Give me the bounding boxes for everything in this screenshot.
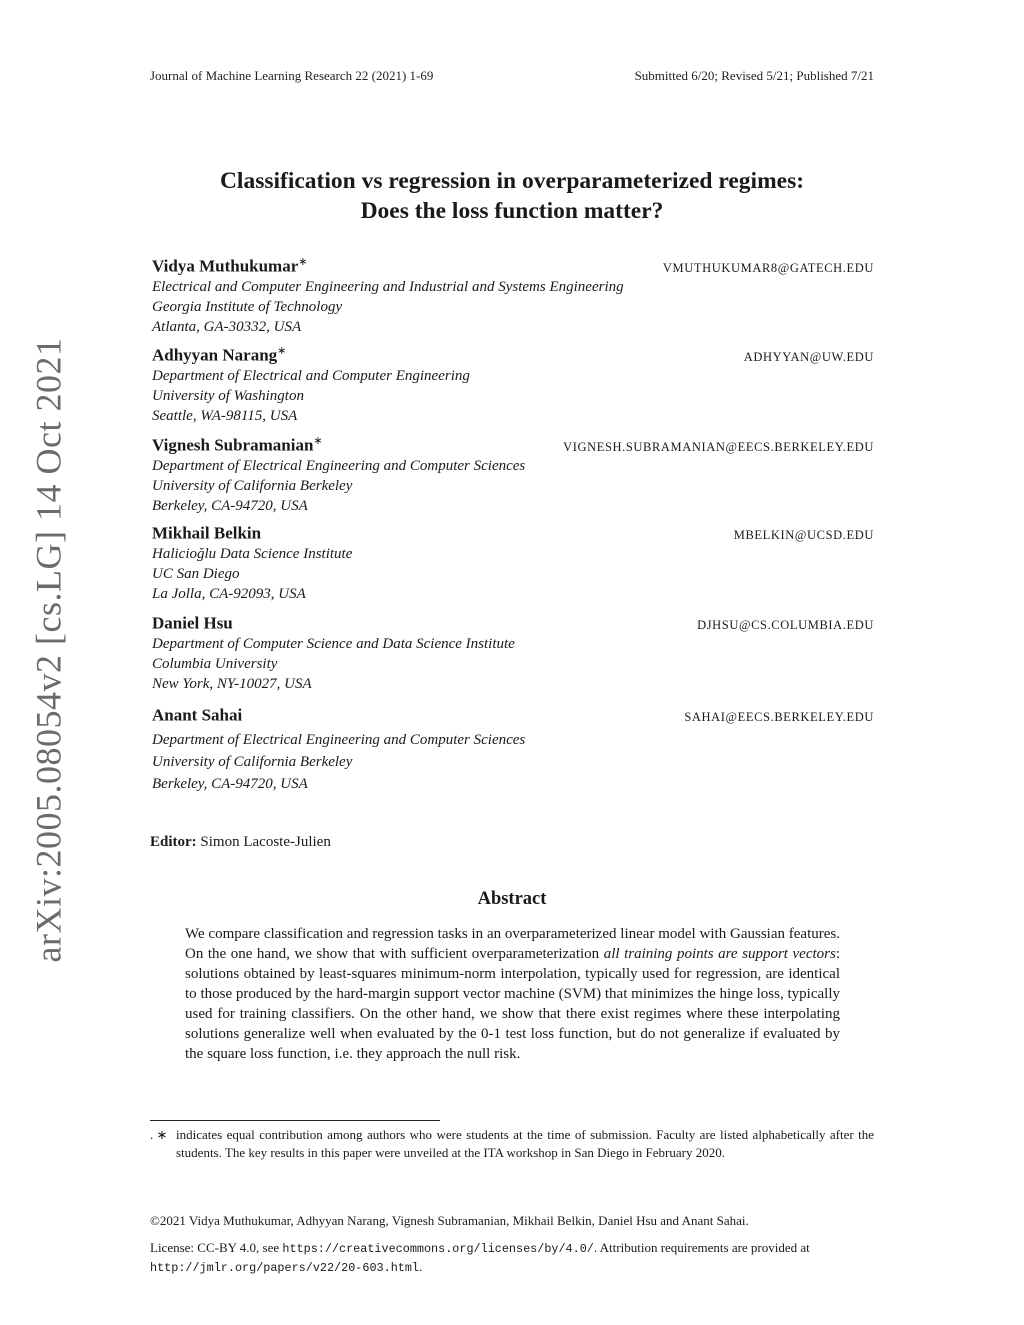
abstract-heading: Abstract — [477, 889, 547, 909]
affiliation-line: New York, NY-10027, USA — [152, 675, 312, 692]
author-name: Daniel Hsu — [152, 613, 233, 633]
affiliation-line: Electrical and Computer Engineering and Industrial and Systems Engineering — [152, 278, 624, 295]
footnote-mark: . ∗ — [150, 1127, 168, 1142]
editor-label: Editor: — [150, 834, 197, 850]
footnote-text: indicates equal contribution among authors who were students at the time of submission. Faculty are listed alphabetically after the students. The key results in this paper were unveiled at the ITA workshop in San Diego in February 2020. — [176, 1127, 874, 1160]
affiliation-line: Department of Electrical and Computer Engineering — [152, 367, 470, 384]
author-block — [152, 523, 874, 604]
affiliation-line: Columbia University — [152, 655, 278, 672]
editor-name: Simon Lacoste-Julien — [200, 834, 331, 850]
paper-title — [140, 166, 884, 226]
jmlr-link[interactable]: http://jmlr.org/papers/v22/20-603.html — [150, 1261, 420, 1275]
author-name: Anant Sahai — [152, 705, 243, 725]
footnote — [150, 1126, 874, 1162]
affiliation-line: Halicioğlu Data Science Institute — [152, 545, 353, 562]
author-block — [152, 255, 874, 337]
license-link[interactable]: https://creativecommons.org/licenses/by/4.0/ — [282, 1242, 594, 1256]
affiliation-line: Department of Computer Science and Data Science Institute — [152, 635, 515, 652]
editor-line — [150, 834, 331, 851]
journal-citation: Journal of Machine Learning Research 22 (2021) 1-69 — [150, 68, 434, 83]
affiliation-line: Department of Electrical Engineering and Computer Sciences — [152, 731, 526, 748]
affiliation-line: University of Washington — [152, 387, 304, 404]
author-block — [152, 344, 874, 426]
license-notice: License: CC-BY 4.0, see https://creativecommons.org/licenses/by/4.0/. Attribution requirements are provided at http://jmlr.org/papers/v22/20-603.html. — [150, 1240, 810, 1275]
author-email[interactable]: SAHAI@EECS.BERKELEY.EDU — [684, 709, 874, 724]
affiliation-line: University of California Berkeley — [152, 477, 353, 494]
arxiv-stamp-text: arXiv:2005.08054v2 [cs.LG] 14 Oct 2021 — [28, 337, 68, 963]
abstract-emphasis: all training points are support vectors — [603, 946, 836, 962]
author-email[interactable]: VIGNESH.SUBRAMANIAN@EECS.BERKELEY.EDU — [563, 439, 874, 454]
copyright-line: ©2021 Vidya Muthukumar, Adhyyan Narang, Vignesh Subramanian, Mikhail Belkin, Daniel Hsu and Anant Sahai. — [150, 1213, 749, 1228]
footnote-divider — [150, 1120, 440, 1121]
affiliation-line: University of California Berkeley — [152, 753, 353, 770]
author-name: Vidya Muthukumar∗ — [152, 256, 308, 276]
abstract-body: We compare classification and regression tasks in an overparameterized linear model with Gaussian features. On the one hand, we show that with sufficient overparameterization all training points are support vectors: solutions obtained by least-squares minimum-norm interpolation, typically used for regression, are identical to those produced by the hard-margin support vector machine (SVM) that minimizes the hinge loss, typically used for training classifiers. On the other hand, we show that there exist regimes where these interpolating solutions generalize well when evaluated by the 0-1 test loss function, but do not generalize if evaluated by the square loss function, i.e. they approach the null risk. — [185, 926, 840, 1062]
title-line-1: Classification vs regression in overparameterized regimes: — [219, 168, 805, 194]
author-name: Adhyyan Narang∗ — [152, 345, 287, 365]
author-email[interactable]: ADHYYAN@UW.EDU — [743, 349, 874, 364]
affiliation-line: Berkeley, CA-94720, USA — [152, 775, 308, 792]
author-name: Vignesh Subramanian∗ — [152, 435, 323, 455]
author-block — [152, 434, 874, 516]
submission-dates: Submitted 6/20; Revised 5/21; Published 7/21 — [634, 68, 874, 83]
author-block — [152, 613, 874, 694]
author-name: Mikhail Belkin — [152, 523, 262, 543]
affiliation-line: Department of Electrical Engineering and Computer Sciences — [152, 457, 526, 474]
author-email[interactable]: DJHSU@CS.COLUMBIA.EDU — [697, 617, 874, 632]
affiliation-line: Atlanta, GA-30332, USA — [152, 318, 302, 335]
author-email[interactable]: VMUTHUKUMAR8@GATECH.EDU — [662, 260, 874, 275]
arxiv-stamp — [26, 337, 70, 963]
affiliation-line: La Jolla, CA-92093, USA — [152, 585, 306, 602]
affiliation-line: Berkeley, CA-94720, USA — [152, 497, 308, 514]
affiliation-line: Georgia Institute of Technology — [152, 298, 343, 315]
author-block — [152, 705, 874, 794]
author-email[interactable]: MBELKIN@UCSD.EDU — [733, 527, 874, 542]
affiliation-line: Seattle, WA-98115, USA — [152, 407, 298, 424]
affiliation-line: UC San Diego — [152, 565, 240, 582]
title-line-2: Does the loss function matter? — [360, 198, 664, 224]
